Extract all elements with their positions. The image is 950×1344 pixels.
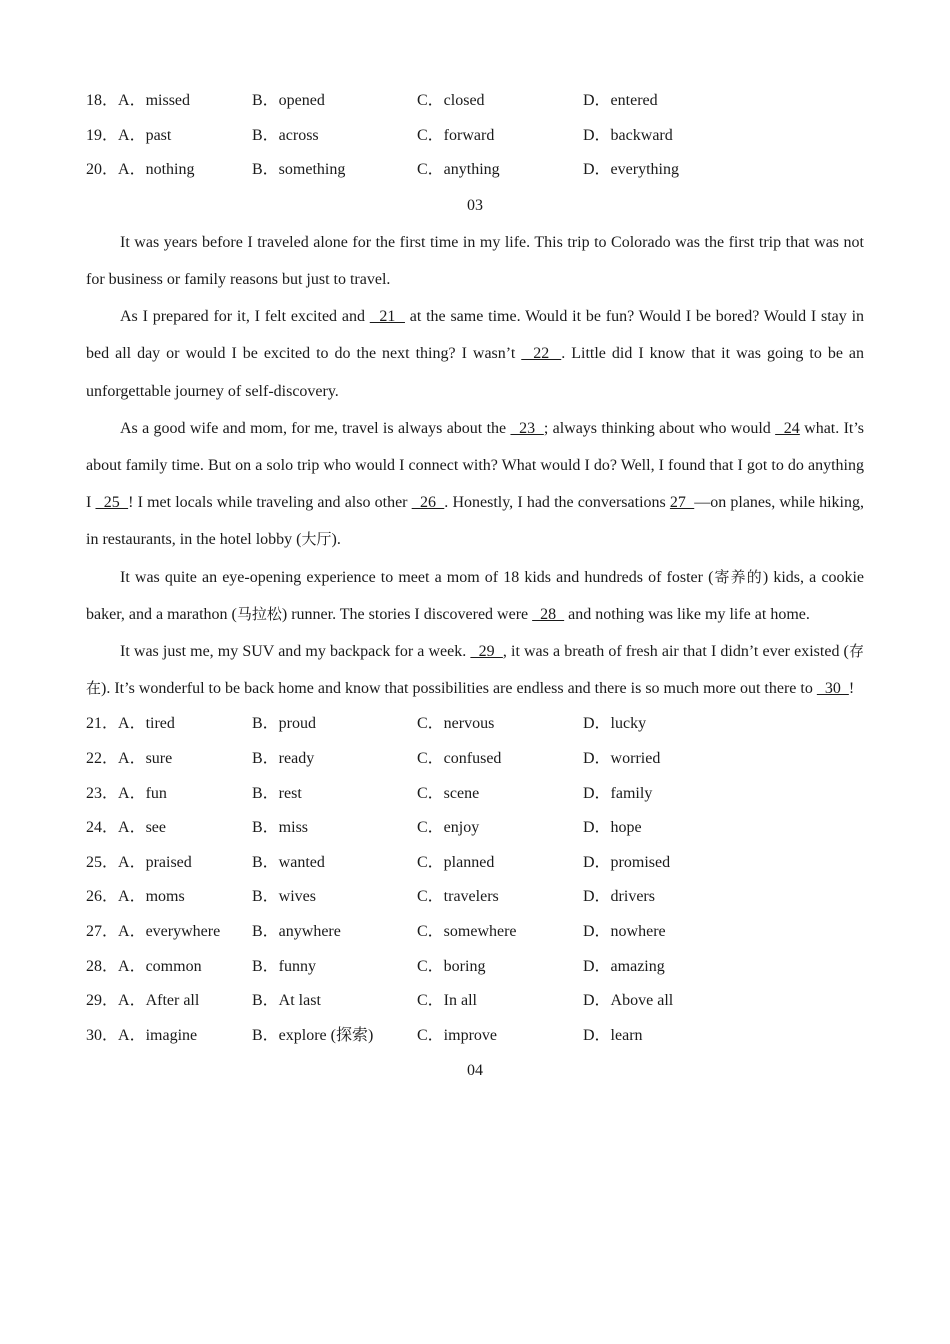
blank-28: 28 <box>532 605 565 623</box>
blank-22: 22 <box>521 345 562 363</box>
option-c: C．travelers <box>417 888 499 906</box>
option-b: B．opened <box>252 92 325 109</box>
option-b: B．At last <box>252 992 321 1010</box>
question-number-option-a: 22．A．sure <box>86 750 173 768</box>
chinese-gloss: 寄养的 <box>713 567 763 586</box>
question-row-29 <box>86 984 864 1019</box>
option-c: C．scene <box>417 784 480 802</box>
document-page <box>86 84 864 1089</box>
option-d: D．everything <box>583 161 679 179</box>
question-row-27 <box>86 915 864 950</box>
option-c: C．closed <box>417 92 485 109</box>
option-b: B．something <box>252 161 346 179</box>
paragraph-2: As I prepared for it, I felt excited and 21 at the same time. Would it be fun? Would I be bored? Would I stay in bed all day or would I be excited to do the next thing? I wasn’t 22 . Little did I know that it was going to be an unforgettable journey of self-discovery. <box>86 308 865 400</box>
option-c: C．In all <box>417 992 477 1010</box>
blank-26: 26 <box>411 494 445 512</box>
option-d: D．nowhere <box>583 922 666 940</box>
option-d: D．amazing <box>583 957 665 975</box>
question-number-option-a: 25．A．praised <box>86 853 192 871</box>
section-number-04: 04 <box>467 1062 483 1080</box>
question-row-28 <box>86 950 864 985</box>
option-d: D．promised <box>583 853 671 871</box>
question-row-18 <box>86 84 864 119</box>
option-d: D．drivers <box>583 888 655 906</box>
blank-23: 23 <box>510 419 544 437</box>
question-number-option-a: 23．A．fun <box>86 784 167 802</box>
question-row-19 <box>86 119 864 154</box>
question-number-option-a: 20．A．nothing <box>86 161 195 179</box>
question-number-option-a: 30．A．imagine <box>86 1026 198 1044</box>
section-number-03: 03 <box>467 196 483 214</box>
paragraph-5: It was just me, my SUV and my backpack for a week. 29 , it was a breath of fresh air that I didn’t ever existed (存在). It’s wonderful to be back home and know that possibilities are endless and there is so much more out there to 30 ! <box>86 642 865 698</box>
option-c: C．forward <box>417 126 495 144</box>
option-d: D．worried <box>583 750 661 768</box>
option-d: D．family <box>583 784 653 802</box>
question-row-21 <box>86 707 864 742</box>
option-d: D．backward <box>583 126 673 144</box>
option-b: B．ready <box>252 750 315 768</box>
question-row-25 <box>86 846 864 881</box>
chinese-gloss: 存在 <box>86 642 865 698</box>
option-c: C．nervous <box>417 715 495 733</box>
passage <box>86 224 864 708</box>
option-d: D．Above all <box>583 992 674 1010</box>
option-b: B．wanted <box>252 853 325 871</box>
option-c: C．confused <box>417 750 502 768</box>
blank-27: 27 <box>669 494 695 512</box>
question-row-23 <box>86 777 864 812</box>
option-c: C．somewhere <box>417 922 517 940</box>
option-c: C．enjoy <box>417 819 480 837</box>
option-d: D．entered <box>583 92 658 109</box>
question-number-option-a: 21．A．tired <box>86 715 175 733</box>
question-row-30 <box>86 1019 864 1054</box>
option-b: B．funny <box>252 957 317 975</box>
blank-29: 29 <box>470 643 503 661</box>
question-number-option-a: 28．A．common <box>86 957 202 975</box>
option-d: D．lucky <box>583 715 647 733</box>
option-b: B．explore (探索) <box>252 1026 374 1044</box>
option-d: D．hope <box>583 819 642 837</box>
question-row-26 <box>86 880 864 915</box>
blank-30: 30 <box>816 680 849 698</box>
question-row-20 <box>86 153 864 188</box>
question-number-option-a: 19．A．past <box>86 126 172 144</box>
option-c: C．improve <box>417 1026 497 1044</box>
paragraph-1: It was years before I traveled alone for the first time in my life. This trip to Colorado was the first trip that was not for business or family reasons but just to travel. <box>86 233 864 288</box>
blank-21: 21 <box>369 308 405 326</box>
question-group-18-20 <box>86 84 864 188</box>
question-group-21-30 <box>86 707 864 1053</box>
option-b: B．across <box>252 126 319 144</box>
question-number-option-a: 29．A．After all <box>86 992 200 1010</box>
paragraph-4: It was quite an eye-opening experience to meet a mom of 18 kids and hundreds of foster (寄养的) kids, a cookie baker, and a marathon (马拉松) runner. The stories I discovered were 28 and nothing was like my life at home. <box>86 567 865 623</box>
question-number-option-a: 24．A．see <box>86 819 167 837</box>
option-b: B．anywhere <box>252 922 341 940</box>
blank-24: 24 <box>775 419 800 437</box>
question-number-option-a: 27．A．everywhere <box>86 922 221 940</box>
option-d: D．learn <box>583 1026 643 1044</box>
option-b: B．rest <box>252 784 302 802</box>
question-number-option-a: 18．A．missed <box>86 92 191 109</box>
option-b: B．proud <box>252 715 317 733</box>
question-number-option-a: 26．A．moms <box>86 888 185 906</box>
option-b: B．miss <box>252 819 309 837</box>
chinese-gloss: 马拉松 <box>236 604 282 623</box>
option-b: B．wives <box>252 888 317 906</box>
question-row-24 <box>86 811 864 846</box>
option-c: C．anything <box>417 161 500 179</box>
option-c: C．planned <box>417 853 495 871</box>
paragraph-3: As a good wife and mom, for me, travel is always about the 23 ; always thinking about who would 24 what. It’s about family time. But on a solo trip who would I connect with? What would I do? Well, I found that I got to do anything I 25 ! I met locals while traveling and also other 26 . Honestly, I had the conversations 27 —on planes, while hiking, in restaurants, in the hotel lobby (大厅). <box>86 419 865 549</box>
question-row-22 <box>86 742 864 777</box>
chinese-gloss: 大厅 <box>301 530 332 549</box>
option-c: C．boring <box>417 957 486 975</box>
blank-25: 25 <box>95 494 129 512</box>
